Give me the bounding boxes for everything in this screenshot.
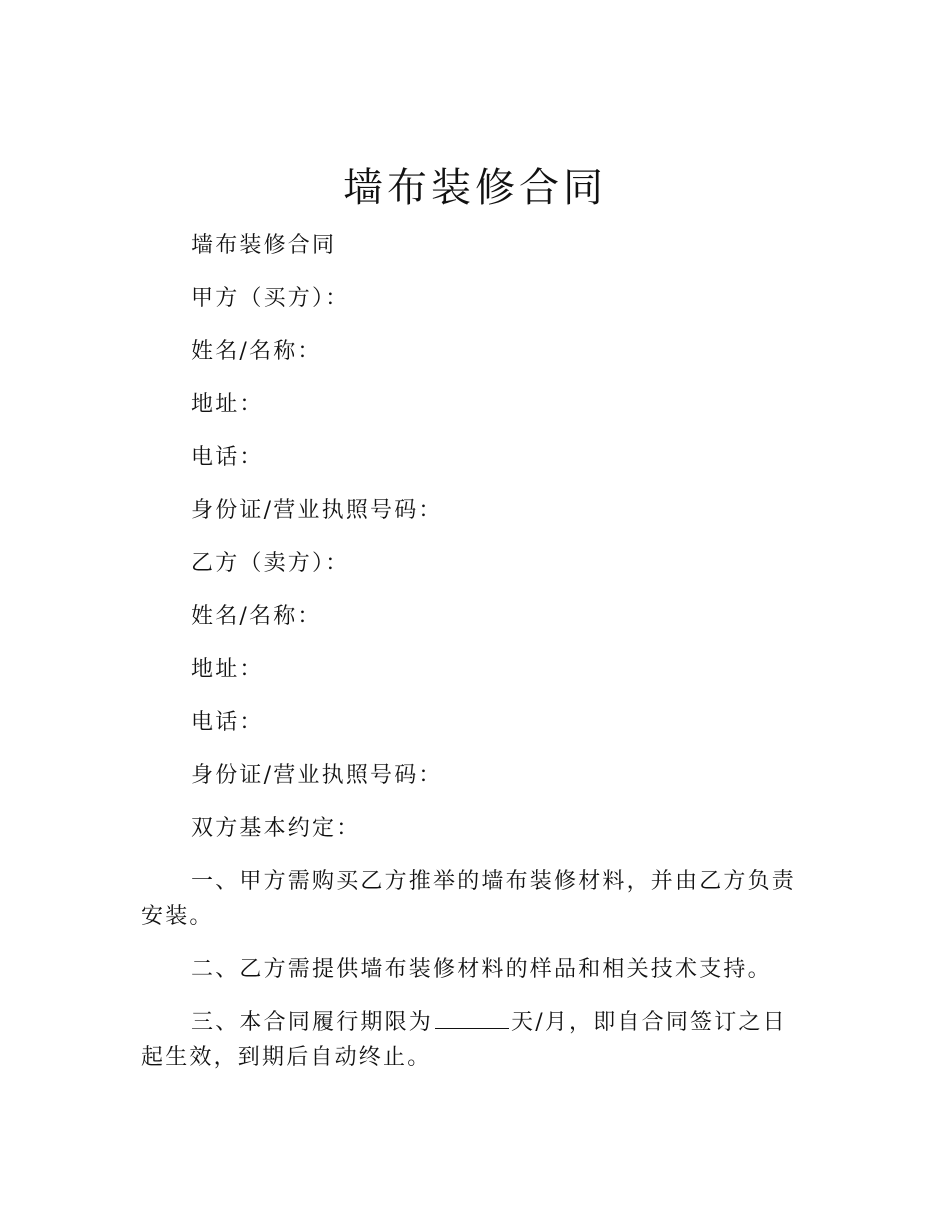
party-a-name-field: 姓名/名称： <box>191 339 322 364</box>
party-a-heading: 甲方（买方）： <box>191 286 350 311</box>
party-b-name-field: 姓名/名称： <box>191 604 322 629</box>
term-blank-line <box>435 1006 509 1029</box>
party-a-id-field: 身份证/营业执照号码： <box>191 498 443 523</box>
party-b-id-field: 身份证/营业执照号码： <box>191 763 443 788</box>
document-title: 墙布装修合同 <box>343 165 607 211</box>
clause-3-text-before: 三、本合同履行期限为 <box>191 1010 434 1035</box>
clause-3 <box>141 1005 811 1075</box>
agreement-heading: 双方基本约定： <box>191 816 361 841</box>
subtitle-line: 墙布装修合同 <box>191 233 337 258</box>
clause-2: 二、乙方需提供墙布装修材料的样品和相关技术支持。 <box>191 957 772 982</box>
party-a-address-field: 地址： <box>191 392 264 417</box>
clause-1: 一、甲方需购买乙方推举的墙布装修材料，并由乙方负责安装。 <box>141 869 797 929</box>
document-body <box>141 228 811 1093</box>
party-b-phone-field: 电话： <box>191 710 264 735</box>
party-a-phone-field: 电话： <box>191 445 264 470</box>
party-b-heading: 乙方（卖方）： <box>191 551 350 576</box>
party-b-address-field: 地址： <box>191 657 264 682</box>
clause-3-text-after: 天/月，即自合同签订之日起生效，到期后自动终止。 <box>141 1010 787 1070</box>
